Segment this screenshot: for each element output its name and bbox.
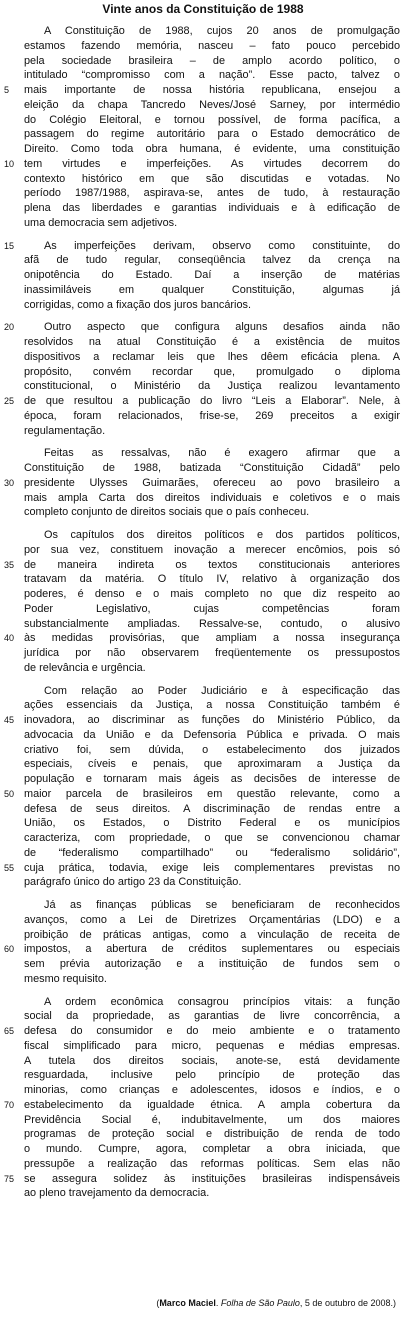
paragraph	[4, 320, 400, 438]
text-line	[4, 157, 400, 172]
line-text: advocacia da União e da Defensoria Pública e privada. O mais	[24, 728, 400, 741]
text-line	[24, 142, 400, 157]
text-line	[24, 186, 400, 201]
line-text: ao pleno travejamento da democracia.	[24, 1187, 210, 1200]
source-open: (	[156, 1298, 160, 1308]
line-text: presidente Ulysses Guimarães, ofereceu ao povo brasileiro a	[24, 476, 400, 489]
text-line	[24, 602, 400, 617]
line-text: programas de proteção social e distribuição de renda de todo	[24, 1128, 400, 1141]
line-text: jurídica por não observarem freqüentemente os pressupostos	[24, 647, 400, 659]
line-text: mais ampla Carta dos direitos individuais e coletivos e o mais	[24, 491, 400, 504]
line-text: Já as finanças públicas se beneficiaram de reconhecidos	[44, 899, 400, 911]
text-line	[4, 1024, 400, 1039]
line-text: se assegura solidez às instituições brasileiras indispensáveis	[24, 1172, 400, 1185]
line-text: estabelecimento da igualdade étnica. A ampla cobertura da	[24, 1098, 400, 1111]
text-line	[24, 68, 400, 83]
line-text: fiscal simplificado para micro, pequenas e médias empresas.	[24, 1039, 400, 1052]
line-number: 55	[4, 862, 15, 873]
line-text: Os capítulos dos direitos políticos e dos partidos políticos,	[44, 529, 400, 541]
line-text: de que resultou a publicação do livro “Leis a Elaborar”. Nele, à	[24, 395, 400, 407]
line-text: Feitas as ressalvas, não é exagero afirmar que a	[44, 447, 400, 460]
line-text: inassimiláveis em qualquer Constituição, algumas já	[24, 283, 400, 296]
line-text: mesmo requisito.	[24, 972, 107, 985]
line-text: estamos fazendo memória, nasceu – fato pouco percebido	[24, 39, 400, 52]
text-line	[24, 98, 400, 113]
text-line	[24, 972, 400, 987]
source-separator: .	[215, 1298, 221, 1308]
line-text: completo conjunto de direitos sociais que o país conheceu.	[24, 506, 310, 519]
line-text: plena das liberdades e garantias individuais e à edificação de	[24, 202, 400, 214]
line-number: 60	[4, 944, 15, 955]
line-text: Previdência Social é, indubitavelmente, um dos maiores	[24, 1113, 400, 1126]
text-line	[24, 1186, 400, 1201]
line-text: proibição de práticas antigas, como a vinculação de receita de	[24, 928, 400, 941]
line-text: contexto histórico em que são discutidas e votadas. No	[24, 172, 400, 185]
source-date: , 5 de outubro de 2008.)	[299, 1298, 396, 1308]
line-text: A tutela dos direitos sociais, anote-se, está devidamente	[24, 1054, 400, 1067]
text-line	[24, 587, 400, 602]
line-text: União, os Estados, o Distrito Federal e os municípios	[24, 817, 400, 830]
line-text: maior parcela de brasileiros em questão relevante, como a	[24, 787, 400, 800]
text-line	[24, 335, 400, 350]
line-number: 30	[4, 477, 15, 488]
text-line	[24, 24, 400, 39]
line-text: passagem do regime autoritário para o Estado democrático de	[24, 128, 400, 141]
text-line	[24, 39, 400, 54]
line-number: 65	[4, 1026, 15, 1036]
text-line	[24, 757, 400, 772]
text-line	[4, 83, 400, 98]
text-line	[24, 172, 400, 187]
line-text: tem virtudes e imperfeições. As virtudes decorrem do	[24, 157, 400, 170]
line-text: minorias, como crianças e adolescentes, idosos e índios, e o	[24, 1084, 400, 1096]
paragraph	[4, 24, 400, 231]
line-text: A Constituição de 1988, cujos 20 anos de promulgação	[44, 25, 400, 37]
text-line	[24, 1054, 400, 1069]
text-line	[24, 1068, 400, 1083]
line-number: 25	[4, 396, 15, 406]
text-line	[24, 127, 400, 142]
line-text: Poder Legislativo, cujas competências foram	[24, 602, 400, 615]
paragraph	[4, 446, 400, 520]
line-number: 40	[4, 633, 15, 644]
text-line	[24, 461, 400, 476]
line-text: avanços, como a Lei de Diretrizes Orçamentárias (LDO) e a	[24, 913, 400, 926]
line-text: resguardada, inclusive pelo princípio de proteção das	[24, 1069, 400, 1082]
text-line	[24, 661, 400, 676]
text-line	[24, 1127, 400, 1142]
line-text: substancialmente ampliadas. Ressalve-se, contudo, o alusivo	[24, 617, 400, 630]
text-line	[24, 379, 400, 394]
line-text: propósito, convém recordar que, promulgado o diploma	[24, 365, 400, 378]
line-text: tratavam da matéria. O título IV, relativo à organização dos	[24, 573, 400, 586]
text-line	[24, 54, 400, 69]
line-number: 15	[4, 240, 15, 251]
text-line	[24, 728, 400, 743]
text-line	[4, 713, 400, 728]
article-body	[4, 24, 400, 1209]
line-text: criativo foi, sem dúvida, o estabelecimento dos juizados	[24, 743, 400, 756]
text-line	[24, 424, 400, 439]
text-line	[24, 1039, 400, 1054]
text-line	[24, 409, 400, 424]
line-text: pressupõe a realização das reformas políticas. Sem elas não	[24, 1157, 400, 1170]
line-text: caracteriza, com propriedade, o que se convencionou chamar	[24, 832, 400, 844]
line-number: 10	[4, 158, 15, 169]
line-text: constitucional, o Ministério da Justiça realizou levantamento	[24, 380, 400, 393]
line-text: de relevância e urgência.	[24, 661, 146, 674]
line-text: ações essenciais da Justiça, a nossa Constituição também é	[24, 699, 400, 712]
line-text: As imperfeições derivam, observo como constituinte, do	[44, 239, 400, 252]
text-line	[24, 201, 400, 216]
line-text: poderes, é denso e o mais completo no que diz respeito ao	[24, 588, 400, 600]
text-line	[24, 898, 400, 913]
text-line	[4, 861, 400, 876]
line-text: regulamentação.	[24, 424, 106, 437]
text-line	[4, 1098, 400, 1113]
text-line	[24, 505, 400, 520]
text-line	[24, 913, 400, 928]
text-line	[24, 572, 400, 587]
text-line	[24, 1009, 400, 1024]
line-text: Direito. Como toda obra humana, é evidente, uma constituição	[24, 143, 400, 155]
text-line	[4, 239, 400, 254]
source-author: Marco Maciel	[159, 1298, 216, 1308]
text-line	[24, 216, 400, 231]
line-text: especiais, cíveis e penais, que aproximaram a Justiça da	[24, 758, 400, 771]
line-text: social da propriedade, as garantias de livre concorrência, a	[24, 1010, 400, 1023]
line-text: resolvidos na atual Constituição é a existência de muitos	[24, 336, 400, 348]
text-line	[24, 365, 400, 380]
text-line	[24, 543, 400, 558]
line-text: mais importante de nossa história republicana, ensejou a	[24, 84, 400, 96]
text-line	[4, 631, 400, 646]
line-text: época, foram relacionados, frise-se, 269 preceitos a exigir	[24, 409, 400, 422]
line-text: defesa do consumidor e do meio ambiente e o tratamento	[24, 1025, 400, 1037]
line-text: do Colégio Eleitoral, e tornou possível, de forma pacífica, a	[24, 113, 400, 126]
text-line	[4, 558, 400, 573]
line-text: A ordem econômica consagrou princípios vitais: a função	[44, 995, 400, 1008]
line-text: uma democracia sem adjetivos.	[24, 216, 178, 229]
text-line	[24, 995, 400, 1010]
line-text: por sua vez, constituem inovação a merecer encômios, pois só	[24, 543, 400, 556]
text-line	[24, 446, 400, 461]
paragraph	[4, 684, 400, 891]
line-text: corrigidas, como a fixação dos juros bancários.	[24, 298, 251, 311]
text-line	[4, 942, 400, 957]
text-line	[24, 684, 400, 699]
line-text: parágrafo único do artigo 23 da Constituição.	[24, 876, 242, 889]
line-text: de “federalismo compartilhado” ou “federalismo solidário”,	[24, 846, 400, 859]
line-text: eleição da chapa Tancredo Neves/José Sarney, por intermédio	[24, 98, 400, 111]
line-number: 45	[4, 715, 15, 725]
line-number: 50	[4, 788, 15, 799]
text-line	[4, 1172, 400, 1187]
line-text: defesa de seus direitos. A discriminação de rendas entre a	[24, 802, 400, 815]
text-line	[24, 350, 400, 365]
line-text: impostos, a abertura de créditos suplementares ou especiais	[24, 943, 400, 956]
text-line	[4, 394, 400, 409]
line-text: intitulado “compromisso com a nação”. Esse pacto, talvez o	[24, 69, 400, 82]
text-line	[24, 846, 400, 861]
source-newspaper: Folha de São Paulo	[220, 1298, 300, 1308]
text-line	[24, 113, 400, 128]
text-line	[24, 831, 400, 846]
paragraph	[4, 528, 400, 676]
text-line	[24, 268, 400, 283]
text-line	[24, 1157, 400, 1172]
line-text: afã de tudo regular, conseqüência talvez da crença na	[24, 254, 400, 267]
text-line	[24, 772, 400, 787]
text-line	[24, 957, 400, 972]
line-text: período 1987/1988, aspirava-se, antes de tudo, à restauração	[24, 187, 400, 200]
paragraph	[4, 898, 400, 987]
text-line	[24, 816, 400, 831]
line-number: 35	[4, 559, 15, 570]
line-text: onipotência do Estado. Daí a inserção de matérias	[24, 269, 400, 281]
source-citation	[0, 1297, 396, 1309]
paragraph	[4, 239, 400, 313]
line-text: de maneira indireta os textos constitucionais anteriores	[24, 558, 400, 571]
line-text: Com relação ao Poder Judiciário e à especificação das	[44, 684, 400, 697]
article-title: Vinte anos da Constituição de 1988	[102, 2, 304, 16]
line-text: Constituição de 1988, batizada “Constituição Cidadã” pelo	[24, 462, 400, 474]
line-number: 20	[4, 322, 15, 333]
line-number: 5	[4, 85, 10, 95]
text-line	[4, 320, 400, 335]
text-line	[24, 283, 400, 298]
text-line	[24, 743, 400, 758]
line-text: cuja prática, todavia, exige leis complementares previstas no	[24, 861, 400, 874]
text-line	[24, 298, 400, 313]
text-line	[24, 802, 400, 817]
text-line	[24, 646, 400, 661]
line-text: pela sociedade brasileira – de amplo acordo político, o	[24, 54, 400, 67]
text-line	[24, 1083, 400, 1098]
text-line	[24, 1142, 400, 1157]
text-line	[24, 698, 400, 713]
text-line	[24, 875, 400, 890]
text-line	[24, 928, 400, 943]
paragraph	[4, 995, 400, 1202]
line-text: dispositivos a reclamar leis que lhes dêem eficácia plena. A	[24, 350, 400, 363]
text-line	[24, 1113, 400, 1128]
text-line	[4, 787, 400, 802]
line-text: sem prévia autorização e a instituição de fundos sem o	[24, 958, 400, 970]
line-text: às medidas provisórias, que ampliam a nossa insegurança	[24, 632, 400, 645]
line-text: Outro aspecto que configura alguns desafios ainda não	[44, 321, 400, 334]
text-line	[24, 253, 400, 268]
text-line	[24, 617, 400, 632]
line-number: 75	[4, 1173, 15, 1184]
line-text: o mundo. Cumpre, agora, completar a obra iniciada, que	[24, 1143, 400, 1155]
line-text: população e tornaram mais ágeis as decisões de interesse de	[24, 773, 400, 785]
line-number: 70	[4, 1099, 15, 1110]
text-line	[4, 476, 400, 491]
text-line	[24, 491, 400, 506]
text-line	[24, 528, 400, 543]
line-text: inovadora, ao discriminar as funções do Ministério Público, da	[24, 714, 400, 726]
